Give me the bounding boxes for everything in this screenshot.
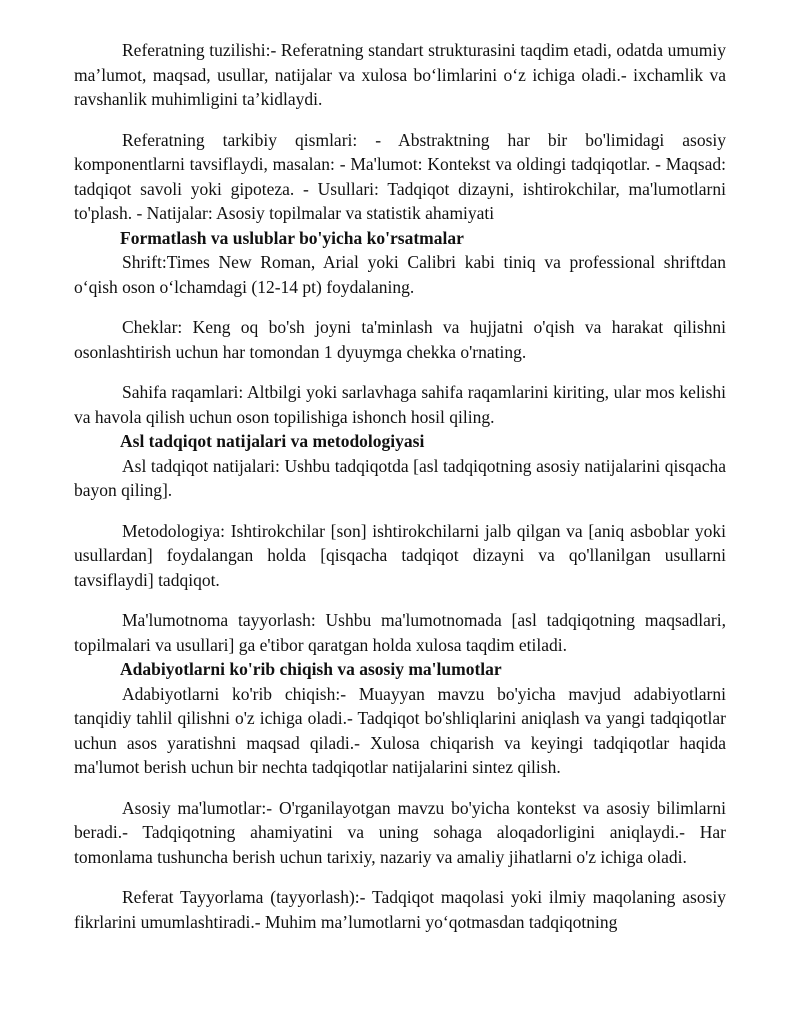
paragraph-methodology: Metodologiya: Ishtirokchilar [son] ishtirokchilarni jalb qilgan va [aniq asboblar yoki usullardan] foydalangan holda [qisqacha tadqiqot dizayni va qo'llanilgan usullarni tavsiflaydi] tadqiqot. <box>74 520 726 590</box>
heading-formatting-guidelines: Formatlash va uslublar bo'yicha ko'rsatmalar <box>120 227 464 248</box>
paragraph-reference-preparation: Ma'lumotnoma tayyorlash: Ushbu ma'lumotnomada [asl tadqiqotning maqsadlari, topilmalari va usullari] ga e'tibor qaratgan holda xulosa taqdim etiladi. <box>74 610 726 655</box>
paragraph-font: Shrift:Times New Roman, Arial yoki Calibri kabi tiniq va professional shriftdan o‘qish oson o‘lchamdagi (12-14 pt) foydalaning. <box>74 252 726 297</box>
document-page <box>74 38 726 934</box>
paragraph-literature-review: Adabiyotlarni ko'rib chiqish:- Muayyan mavzu bo'yicha mavjud adabiyotlarni tanqidiy tahlil qilishni o'z ichiga oladi.- Tadqiqot bo'shliqlarini aniqlash va yangi tadqiqotlar uchun asos yaratishni maqsad qiladi.- Xulosa chiqarish va keyingi tadqiqotlar haqida ma'lumot berish uchun bir nechta tadqiqotlar natijalarini sintez qilish. <box>74 683 726 777</box>
paragraph-background-info: Asosiy ma'lumotlar:- O'rganilayotgan mavzu bo'yicha kontekst va asosiy bilimlarni beradi.- Tadqiqotning ahamiyatini va uning sohaga aloqadorligini aniqlaydi.- Har tomonlama tushuncha berish uchun tarixiy, nazariy va amaliy jihatlarni o'z ichiga oladi. <box>74 797 726 867</box>
paragraph-referat-structure: Referatning tuzilishi:- Referatning standart strukturasini taqdim etadi, odatda umumiy ma’lumot, maqsad, usullar, natijalar va xulosa bo‘limlarini o‘z ichiga oladi.- ixchamlik va ravshanlik muhimligini ta’kidlaydi. <box>74 40 726 109</box>
heading-literature-review: Adabiyotlarni ko'rib chiqish va asosiy ma'lumotlar <box>120 659 502 679</box>
heading-original-research: Asl tadqiqot natijalari va metodologiyasi <box>120 431 425 451</box>
paragraph-referat-components: Referatning tarkibiy qismlari: - Abstraktning har bir bo'limidagi asosiy komponentlarni tavsiflaydi, masalan: - Ma'lumot: Kontekst va oldingi tadqiqotlar. - Maqsad: tadqiqot savoli yoki gipoteza. - Usullari: Tadqiqot dizayni, ishtirokchilar, ma'lumotlarni to'plash. - Natijalar: Asosiy topilmalar va statistik ahamiyati <box>74 129 726 223</box>
paragraph-referat-preparation: Referat Tayyorlama (tayyorlash):- Tadqiqot maqolasi yoki ilmiy maqolaning asosiy fikrlarini umumlashtiradi.- Muhim ma’lumotlarni yo‘qotmasdan tadqiqotning <box>74 887 726 932</box>
paragraph-margins: Cheklar: Keng oq bo'sh joyni ta'minlash va hujjatni o'qish va harakat qilishni osonlashtirish uchun har tomondan 1 dyuymga chekka o'rnating. <box>74 317 726 362</box>
paragraph-original-findings: Asl tadqiqot natijalari: Ushbu tadqiqotda [asl tadqiqotning asosiy natijalarini qisqacha bayon qiling]. <box>74 455 726 500</box>
paragraph-page-numbers: Sahifa raqamlari: Altbilgi yoki sarlavhaga sahifa raqamlarini kiriting, ular mos kelishi va havola qilish uchun oson topilishiga ishonch hosil qiling. <box>74 382 726 427</box>
